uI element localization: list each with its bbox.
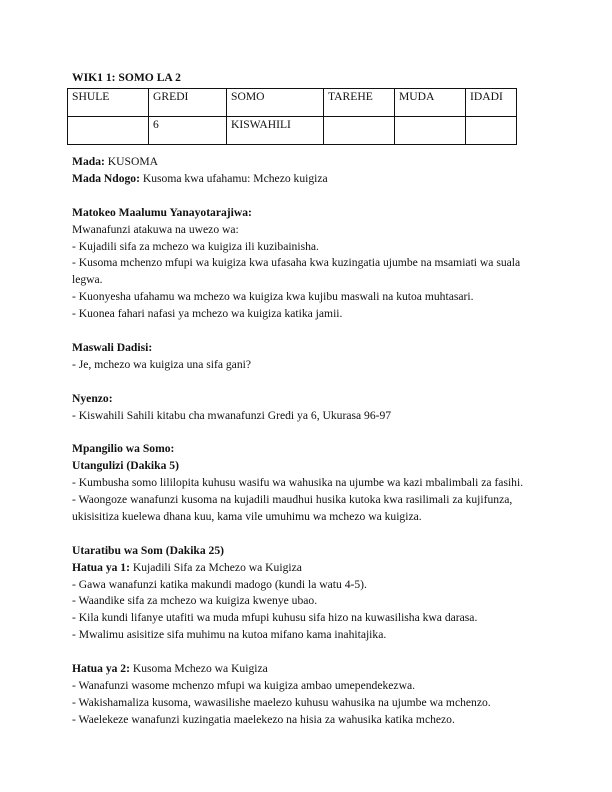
list-item: - Kuonyesha ufahamu wa mchezo wa kuigiza kwa kujibu maswali na kutoa muhtasari. (72, 290, 474, 304)
list-item: - Waelekeze wanafunzi kuzingatia maelekezo na hisia za wahusika katika mchezo. (72, 712, 455, 726)
outcomes-heading: Matokeo Maalumu Yanayotarajiwa: (72, 205, 252, 219)
list-item: - Mwalimu asisitize sifa muhimu na kutoa mifano kama inahitajika. (72, 628, 387, 642)
table-row (68, 117, 517, 145)
topic-value: KUSOMA (104, 155, 159, 168)
list-item: - Kuonea fahari nafasi ya mchezo wa kuigiza katika jamii. (72, 307, 343, 321)
list-item: - Kumbusha somo lililopita kuhusu wasifu wa wahusika na ujumbe wa kazi mbalimbali za fasihi. (72, 476, 524, 490)
table-cell (395, 117, 466, 145)
table-header-cell: TAREHE (324, 89, 395, 117)
table-header-cell: SHULE (68, 89, 149, 117)
step-name: Kusoma Mchezo wa Kuigiza (129, 662, 268, 676)
subtopic-value: Kusoma kwa ufahamu: Mchezo kuigiza (139, 171, 328, 185)
lesson-info-table (67, 88, 517, 145)
topic-section (72, 154, 548, 188)
table-cell (466, 117, 517, 145)
lesson-content (72, 154, 548, 729)
table-header-cell: SOMO (227, 89, 324, 117)
lesson-plan-section (72, 441, 548, 526)
step-name: Kujadili Sifa za Mchezo wa Kuigiza (129, 560, 302, 574)
step-label: Hatua ya 2: (72, 662, 130, 676)
table-cell: 6 (149, 117, 227, 145)
outcomes-section (72, 205, 548, 323)
resources-heading: Nyenzo: (72, 391, 113, 405)
topic-line (72, 154, 548, 171)
introduction-heading: Utangulizi (Dakika 5) (72, 459, 179, 473)
step-title (72, 560, 548, 577)
table-header-cell: IDADI (466, 89, 517, 117)
step-title (72, 661, 548, 678)
topic-label: Mada: (72, 155, 105, 168)
lesson-plan-heading: Mpangilio wa Somo: (72, 442, 175, 456)
table-header-row (68, 89, 517, 117)
table-cell (68, 117, 149, 145)
table-cell (324, 117, 395, 145)
subtopic-line (72, 171, 548, 188)
list-item: - Kila kundi lifanye utafiti wa muda mfupi kuhusu sifa hizo na kuwasilisha kwa darasa. (72, 611, 478, 625)
questions-section (72, 340, 548, 374)
subtopic-label: Mada Ndogo: (72, 171, 140, 185)
table-cell: KISWAHILI (227, 117, 324, 145)
procedure-step1-section (72, 543, 548, 644)
list-item: - Waongoze wanafunzi kusoma na kujadili maudhui husika kutoka kwa rasilimali za kujifunza, ukisisitiza kuelewa dhana kuu, kama vile umuhimu wa mchezo wa kuigiza. (72, 493, 513, 523)
resources-section (72, 391, 548, 425)
step-label: Hatua ya 1: (72, 560, 130, 574)
list-item: - Gawa wanafunzi katika makundi madogo (kundi la watu 4-5). (72, 577, 367, 591)
document-header (72, 70, 548, 87)
list-item: - Kujadili sifa za mchezo wa kuigiza ili kuzibainisha. (72, 239, 319, 253)
list-item: - Wakishamaliza kusoma, wawasilishe maelezo kuhusu wahusika na ujumbe wa mchenzo. (72, 695, 491, 709)
list-item: - Kusoma mchenzo mfupi wa kuigiza kwa ufasaha kwa kuzingatia ujumbe na msamiati wa suala legwa. (72, 256, 521, 287)
table-header-cell: MUDA (395, 89, 466, 117)
lesson-title: WIK1 1: SOMO LA 2 (72, 71, 181, 84)
list-item: - Waandike sifa za mchezo wa kuigiza kwenye ubao. (72, 594, 318, 608)
list-item: - Je, mchezo wa kuigiza una sifa gani? (72, 357, 251, 371)
table-header-cell: GREDI (149, 89, 227, 117)
list-item: - Kiswahili Sahili kitabu cha mwanafunzi Gredi ya 6, Ukurasa 96-97 (72, 408, 392, 422)
procedure-heading: Utaratibu wa Som (Dakika 25) (72, 543, 225, 557)
list-item: - Wanafunzi wasome mchenzo mfupi wa kuigiza ambao umependekezwa. (72, 679, 415, 692)
outcomes-intro: Mwanafunzi atakuwa na uwezo wa: (72, 222, 239, 236)
procedure-step2-section (72, 661, 548, 729)
questions-heading: Maswali Dadisi: (72, 340, 153, 354)
